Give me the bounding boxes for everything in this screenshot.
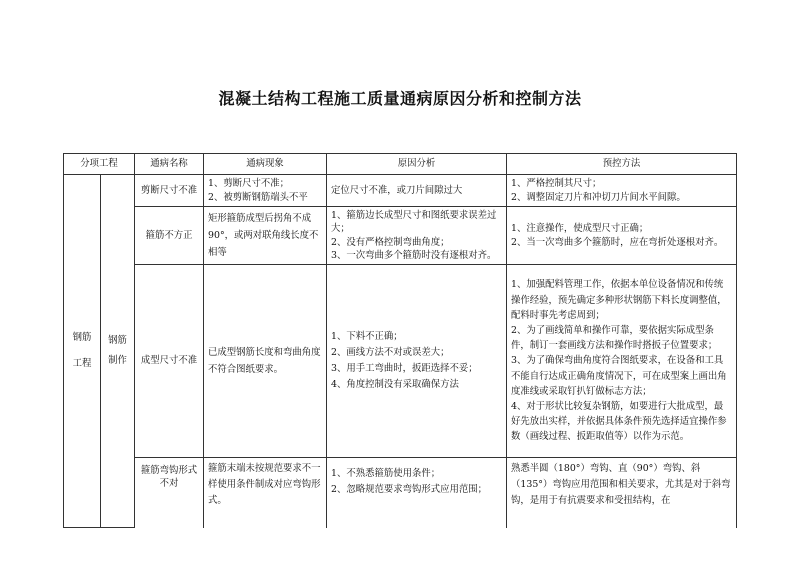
subsection-label-line2: 制作 — [108, 355, 127, 366]
defect-name: 箍筋不方正 — [135, 207, 204, 265]
control-line: 3、为了确保弯曲角度符合图纸要求，在设备和工具不能自行达成正确角度情况下，可在成型案上画出角度准线或采取钉扒钉做标志方法； — [511, 355, 727, 397]
table-header-row — [64, 154, 737, 175]
control-line: 2、为了画线简单和操作可靠，要依据实际成型条件，制订一套画线方法和操作时搭扳子位置要求； — [511, 324, 718, 352]
table-row — [64, 207, 737, 265]
control-line: 熟悉半圆（180°）弯钩、直（90°）弯钩、斜（135°）弯钩应用范围和相关要求，尤其是对于斜弯钩，是用于有抗震要求和受扭结构，在 — [511, 463, 731, 506]
header-defect-name: 通病名称 — [135, 154, 204, 175]
defect-control — [507, 458, 737, 528]
phenomenon-line: 2、被剪断钢筋端头不平 — [208, 191, 308, 203]
section-label-line1: 钢筋 — [72, 332, 92, 343]
phenomenon-line: 已成型钢筋长度和弯曲角度不符合图纸要求。 — [208, 347, 321, 375]
table-row — [64, 175, 737, 207]
cause-line: 3、用手工弯曲时，扳距选择不妥； — [331, 363, 478, 374]
defect-control — [507, 207, 737, 265]
section-label-line2: 工程 — [72, 358, 92, 369]
control-line: 1、严格控制其尺寸； — [511, 178, 602, 190]
defect-phenomenon — [204, 175, 327, 207]
section-cell — [64, 175, 101, 528]
cause-line: 1、箍筋边长成型尺寸和图纸要求误差过大； — [331, 209, 497, 235]
cause-line: 定位尺寸不准，或刀片间隙过大 — [331, 184, 463, 196]
header-cause: 原因分析 — [327, 154, 507, 175]
table-row — [64, 458, 737, 528]
defect-cause — [327, 458, 507, 528]
cause-line: 3、一次弯曲多个箍筋时没有逐根对齐。 — [331, 249, 497, 261]
phenomenon-line: 箍筋末端未按规范要求不一样使用条件制成对应弯钩形式。 — [208, 463, 321, 506]
quality-defect-table — [63, 153, 737, 528]
defect-cause — [327, 207, 507, 265]
header-phenomenon: 通病现象 — [204, 154, 327, 175]
control-line: 2、当一次弯曲多个箍筋时，应在弯折处逐根对齐。 — [511, 236, 724, 248]
cause-line: 4、角度控制没有采取确保方法 — [331, 379, 459, 390]
defect-phenomenon — [204, 207, 327, 265]
phenomenon-line: 1、剪断尺寸不准； — [208, 178, 289, 190]
cause-line: 2、忽略规范要求弯钩形式应用范围； — [331, 484, 487, 495]
phenomenon-line: 矩形箍筋成型后拐角不成90°，或两对联角线长度不相等 — [208, 213, 319, 258]
defect-cause — [327, 175, 507, 207]
header-control: 预控方法 — [507, 154, 737, 175]
defect-name: 成型尺寸不准 — [135, 265, 204, 458]
subsection-cell — [101, 175, 135, 528]
cause-line: 1、不熟悉箍筋使用条件； — [331, 468, 441, 479]
cause-line: 2、画线方法不对或误差大； — [331, 347, 450, 358]
table-row — [64, 265, 737, 458]
control-line: 2、调整固定刀片和冲切刀片间水平间隙。 — [511, 191, 686, 203]
defect-cause — [327, 265, 507, 458]
defect-phenomenon — [204, 265, 327, 458]
subsection-label-line1: 钢筋 — [108, 335, 127, 346]
defect-name: 箍筋弯钩形式不对 — [135, 458, 204, 528]
defect-phenomenon — [204, 458, 327, 528]
defect-control — [507, 175, 737, 207]
cause-line: 1、下料不正确； — [331, 331, 403, 342]
control-line: 4、对于形状比较复杂钢筋，如要进行大批成型，最好先放出实样，并依据具体条件预先选择适宜操作参数（画线过程、扳距取值等）以作为示范。 — [511, 401, 727, 443]
defect-control — [507, 265, 737, 458]
defect-name: 剪断尺寸不准 — [135, 175, 204, 207]
document-title: 混凝土结构工程施工质量通病原因分析和控制方法 — [218, 89, 582, 108]
control-line: 1、注意操作，使成型尺寸正确； — [511, 223, 649, 235]
cause-line: 2、没有严格控制弯曲角度； — [331, 236, 450, 248]
header-section: 分项工程 — [64, 154, 135, 175]
control-line: 1、加强配料管理工作，依据本单位设备情况和传统操作经验，预先确定多种形状钢筋下料长度调整值，配料时事先考虑周到； — [511, 279, 727, 321]
